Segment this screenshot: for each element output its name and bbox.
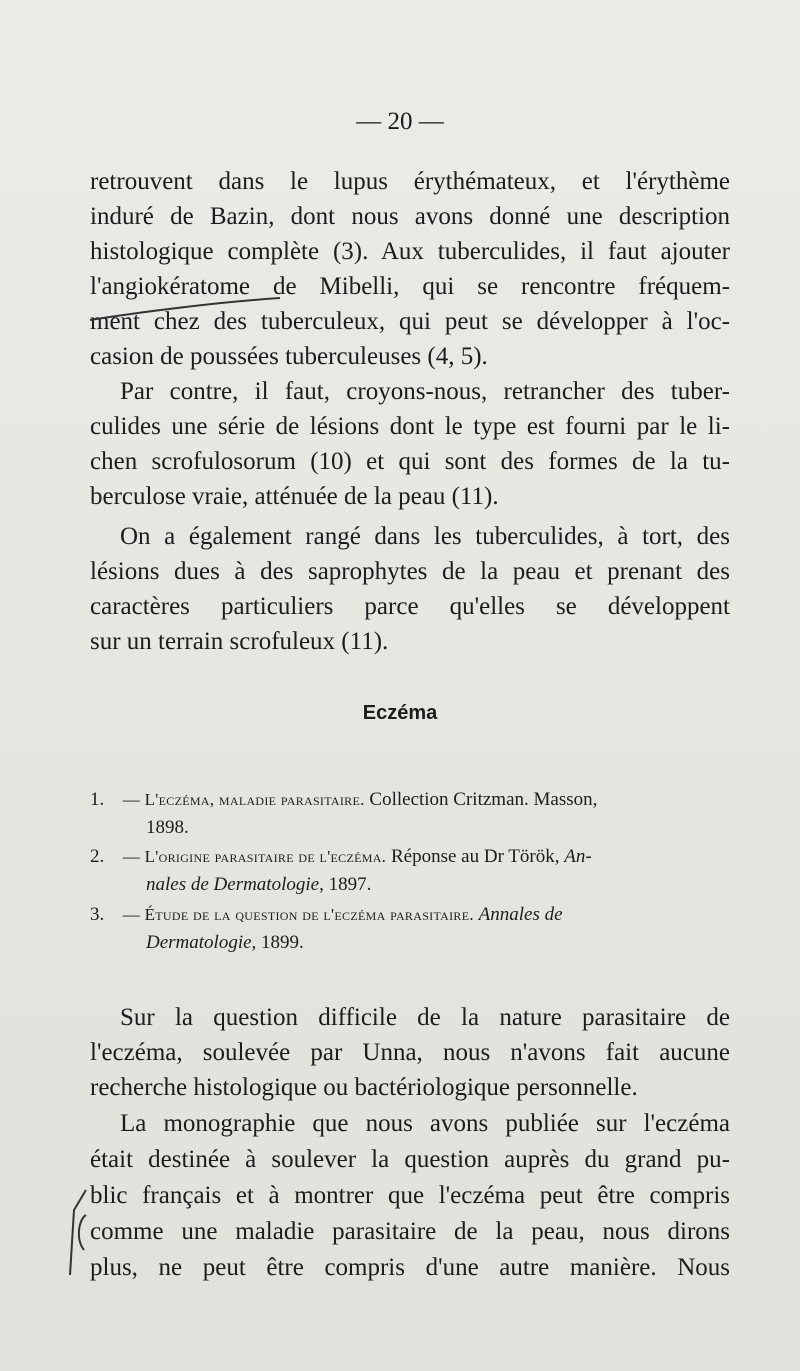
reference-number: 1. — [90, 789, 105, 810]
text-line: plus, ne peut être compris d'une autre manière. Nous — [90, 1254, 730, 1281]
text-line: l'angiokératome de Mibelli, qui se rencontre fréquem- — [90, 273, 730, 300]
reference-item — [90, 786, 730, 842]
text-line: sur un terrain scrofuleux (11). — [90, 628, 389, 655]
text-line: Par contre, il faut, croyons-nous, retrancher des tuber- — [120, 378, 730, 405]
reference-year: 1897. — [328, 874, 372, 895]
reference-number: 3. — [90, 904, 105, 925]
reference-item — [90, 843, 730, 899]
reference-title: — L'origine parasitaire de l'eczéma. — [122, 847, 387, 866]
reference-title: — Étude de la question de l'eczéma parasitaire. — [122, 905, 474, 924]
page-number: — 20 — — [356, 108, 444, 135]
text-line: On a également rangé dans les tuberculides, à tort, des — [120, 523, 730, 550]
text-line: casion de poussées tuberculeuses (4, 5). — [90, 343, 488, 370]
margin-bracket-icon — [56, 1180, 96, 1290]
text-line: recherche histologique ou bactériologique personnelle. — [90, 1074, 638, 1101]
section-title: Eczéma — [362, 702, 438, 724]
text-line: berculose vraie, atténuée de la peau (11). — [90, 483, 499, 510]
text-line: La monographie que nous avons publiée sur l'eczéma — [120, 1110, 730, 1137]
text-line: lésions dues à des saprophytes de la peau et prenant des — [90, 558, 730, 585]
text-line: histologique complète (3). Aux tuberculides, il faut ajouter — [90, 238, 730, 265]
reference-item — [90, 901, 730, 957]
reference-source-italic: An- — [564, 846, 592, 867]
text-line: induré de Bazin, dont nous avons donné une description — [90, 203, 730, 230]
reference-year: 1899. — [261, 932, 304, 953]
pencil-annotation-icon — [80, 290, 300, 330]
reference-title: — L'eczéma, maladie parasitaire. — [122, 790, 365, 809]
text-line: culides une série de lésions dont le type est fourni par le li- — [90, 413, 730, 440]
reference-journal-cont: Dermatologie, — [146, 932, 257, 953]
reference-number: 2. — [90, 846, 105, 867]
reference-year: 1898. — [146, 817, 189, 838]
text-line: Sur la question difficile de la nature parasitaire de — [120, 1004, 730, 1031]
text-line: retrouvent dans le lupus érythémateux, et l'érythème — [90, 168, 730, 195]
text-line: blic français et à montrer que l'eczéma peut être compris — [90, 1182, 730, 1209]
text-line: l'eczéma, soulevée par Unna, nous n'avons fait aucune — [90, 1039, 730, 1066]
reference-source: Réponse au Dr Török, — [390, 846, 560, 867]
reference-source: Collection Critzman. Masson, — [369, 789, 598, 810]
reference-journal: Annales de — [478, 904, 563, 925]
text-line: ment chez des tuberculeux, qui peut se développer à l'oc- — [90, 308, 730, 335]
reference-journal: nales de Dermatologie, — [146, 874, 324, 895]
text-line: caractères particuliers parce qu'elles se développent — [90, 593, 730, 620]
text-line: comme une maladie parasitaire de la peau, nous dirons — [90, 1218, 730, 1245]
text-line: était destinée à soulever la question auprès du grand pu- — [90, 1146, 730, 1173]
text-line: chen scrofulosorum (10) et qui sont des formes de la tu- — [90, 448, 730, 475]
